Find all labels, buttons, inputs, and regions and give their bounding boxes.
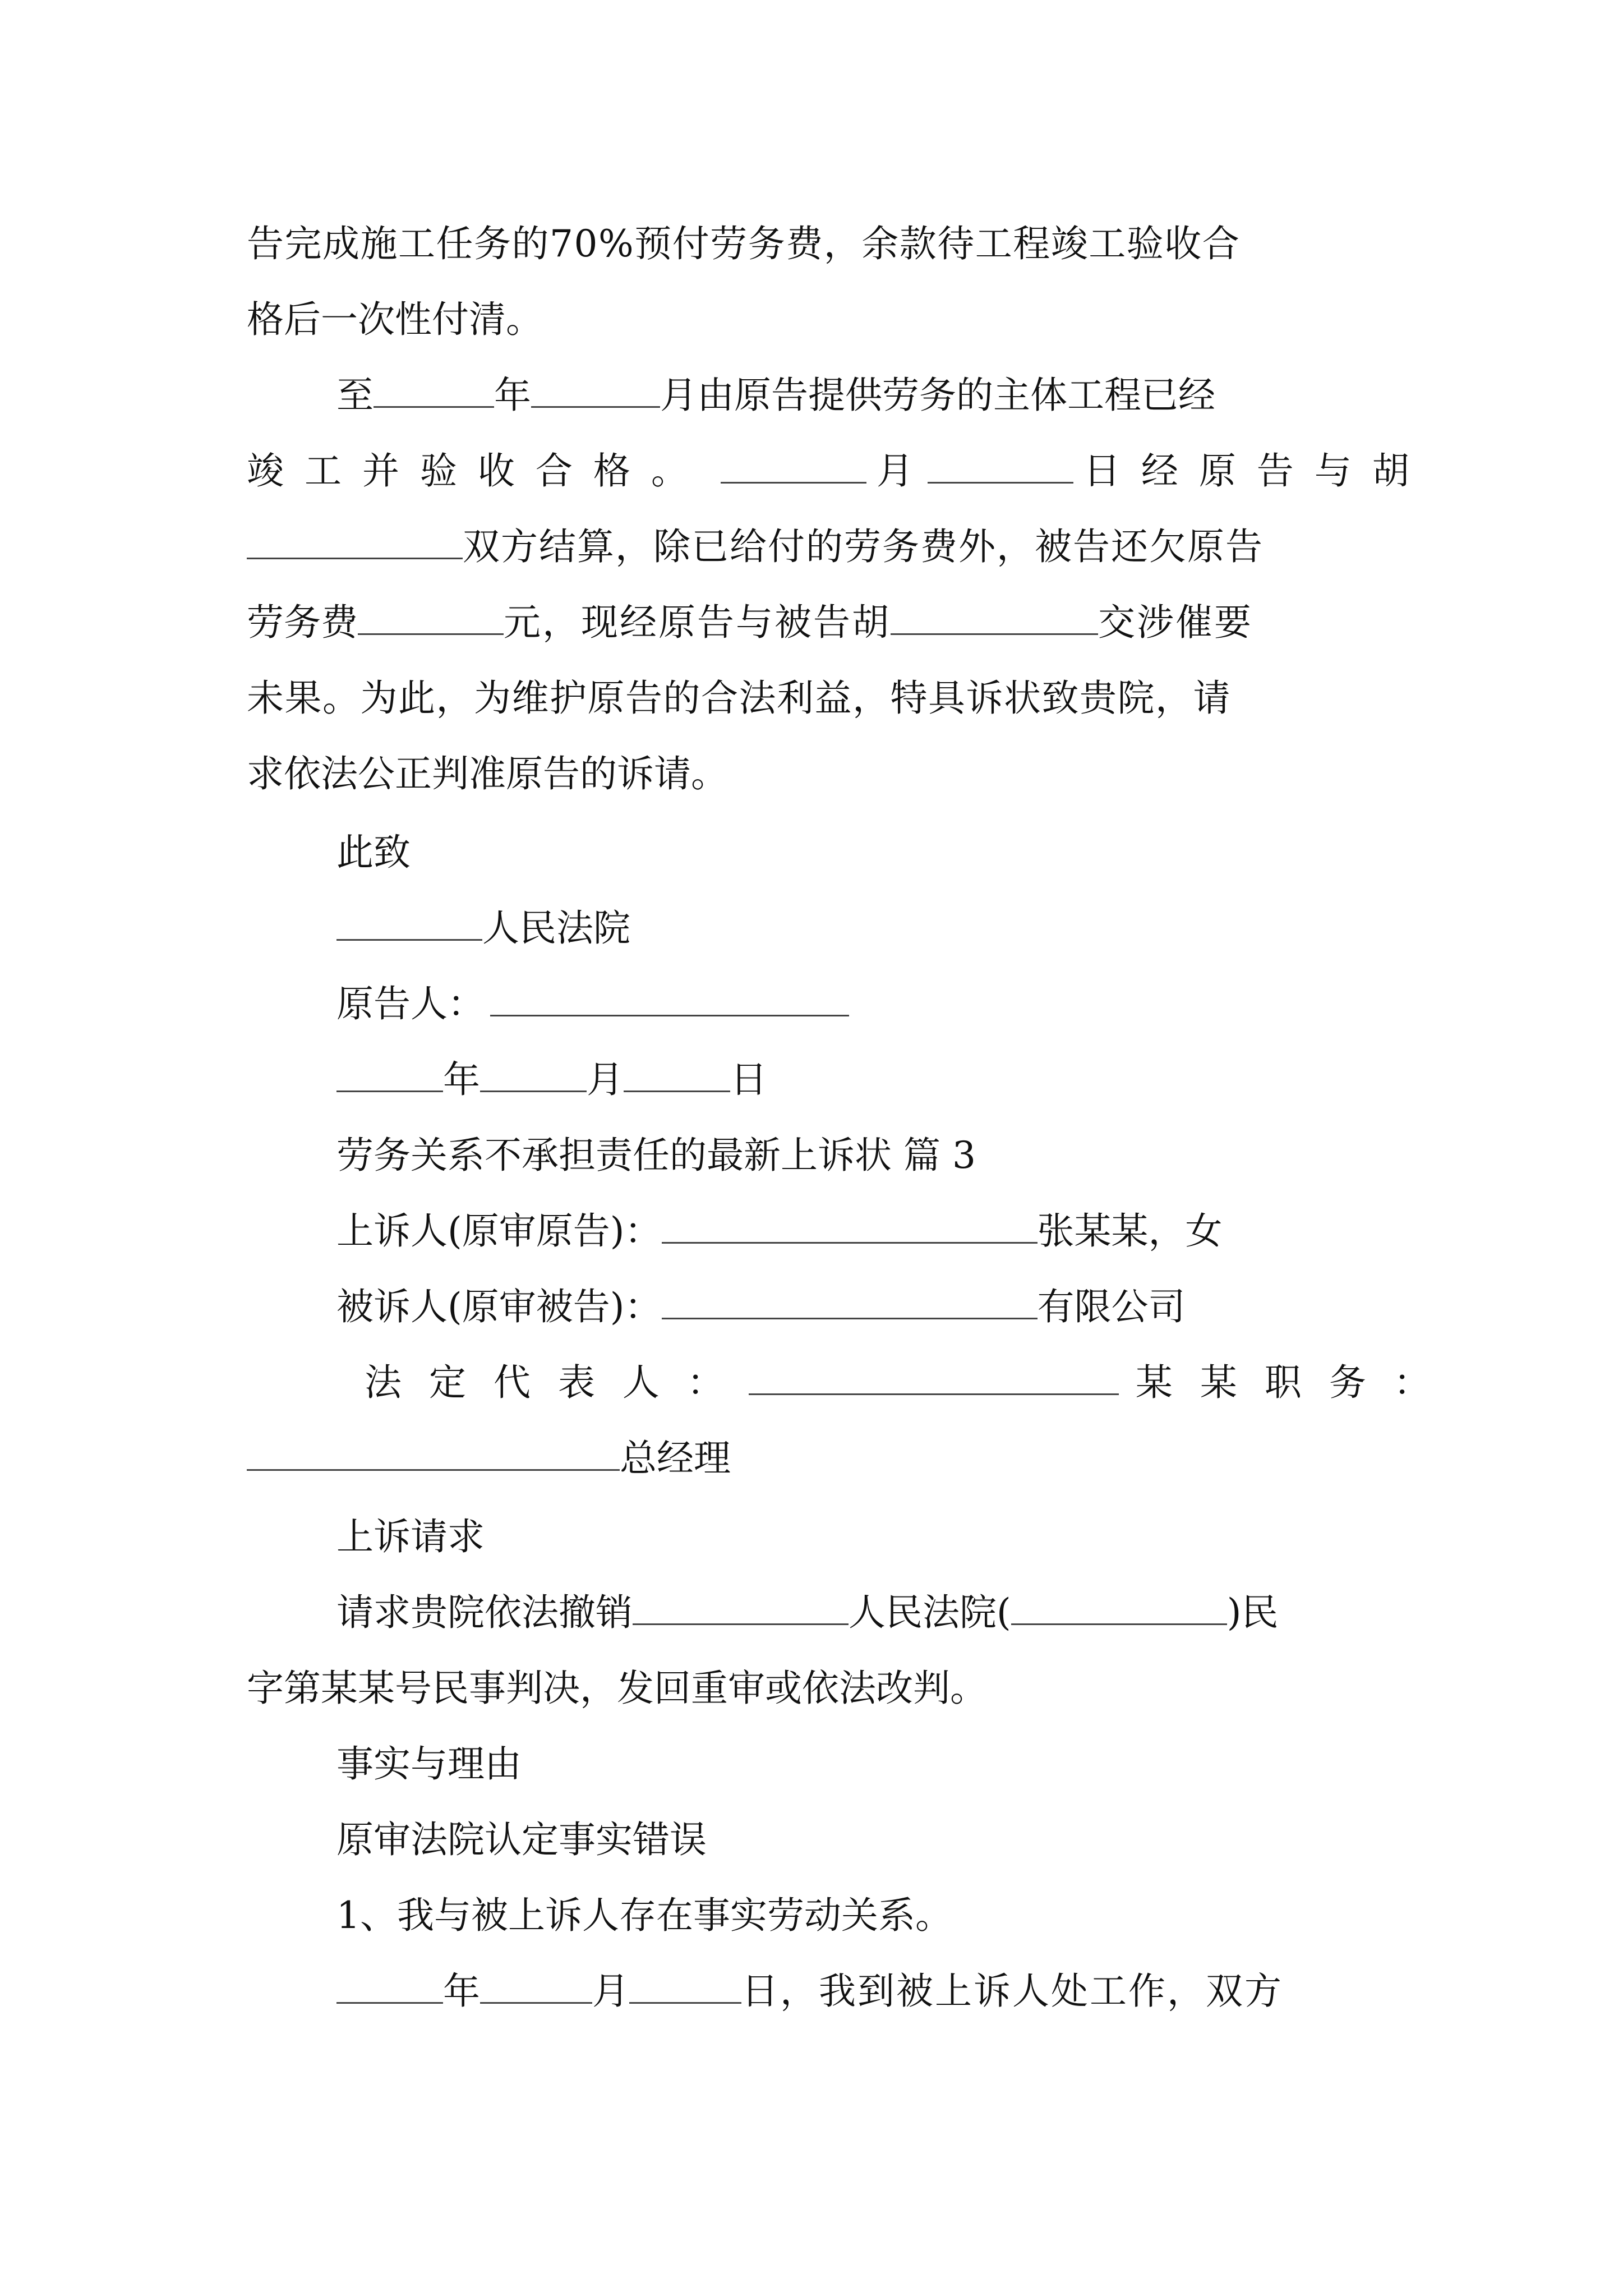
fill-blank (480, 1967, 592, 2004)
paragraph-line (336, 1888, 952, 1944)
text: 年 (443, 1970, 480, 2013)
text: 劳务关系不承担责任的最新上诉状 篇 3 (336, 1134, 976, 1177)
fill-blank (624, 1056, 730, 1092)
appellee-line (336, 1279, 1186, 1335)
fill-blank (629, 1967, 741, 2004)
appellant-line (336, 1203, 1223, 1259)
text: 1、我与被上诉人存在事实劳动关系。 (336, 1894, 952, 1937)
text: 人民法院( (849, 1591, 1011, 1634)
text: 交涉催要 (1098, 601, 1253, 644)
paragraph-line (247, 292, 543, 348)
representative-title-line (247, 1430, 731, 1487)
plaintiff-line (336, 976, 849, 1032)
text: 未果。为此，为维护原告的合法利益，特具诉状致贵院，请 (247, 677, 1231, 720)
paragraph-line (247, 746, 728, 802)
text: 月 (876, 449, 914, 493)
text: 至 (336, 374, 374, 417)
fill-blank (1011, 1589, 1227, 1625)
fill-blank (891, 599, 1098, 635)
fill-blank (928, 447, 1073, 484)
text: 上诉人(原审原告)： (336, 1209, 662, 1253)
text: 月由原告提供劳务的主体工程已经 (660, 374, 1215, 417)
fill-blank (633, 1589, 849, 1625)
fill-blank (662, 1207, 1038, 1244)
text: 格后一次性付清。 (247, 298, 543, 341)
fill-blank (531, 371, 660, 408)
subheading-facts (336, 1812, 707, 1868)
paragraph-line (247, 216, 1240, 272)
fill-blank (749, 1359, 1119, 1395)
text: 日 经 原 告 与 胡 (1083, 449, 1414, 493)
date-line (336, 1052, 767, 1108)
text: 月 (587, 1058, 624, 1101)
text: 法 定 代 表 人 ： (365, 1361, 732, 1404)
text: 张某某，女 (1037, 1209, 1223, 1253)
text: 年 (494, 374, 531, 417)
paragraph-line (247, 1660, 987, 1717)
representative-line (365, 1355, 1438, 1411)
fill-blank (247, 1434, 620, 1471)
paragraph-line (336, 1585, 1279, 1641)
fill-blank (336, 904, 482, 941)
text: 总经理 (620, 1437, 731, 1480)
text: 人民法院 (482, 907, 630, 950)
text: 有限公司 (1037, 1285, 1186, 1328)
text: 事实与理由 (336, 1742, 522, 1786)
text: 被诉人(原审被告)： (336, 1285, 662, 1328)
text: 此致 (336, 831, 411, 874)
text: 上诉请求 (336, 1515, 485, 1558)
salutation (336, 825, 411, 881)
fill-blank (336, 1967, 443, 2004)
text: 某 某 职 务 ： (1135, 1361, 1438, 1404)
date-line (336, 1963, 1283, 2019)
paragraph-line (247, 670, 1231, 726)
paragraph-line (247, 595, 1253, 651)
text: 求依法公正判准原告的诉请。 (247, 752, 728, 795)
text: 月 (592, 1970, 629, 2013)
text: 原告人： (336, 982, 485, 1025)
paragraph-line (247, 443, 1414, 499)
fill-blank (721, 447, 866, 484)
heading-appeal-request (336, 1509, 485, 1565)
text: 告完成施工任务的70%预付劳务费，余款待工程竣工验收合 (247, 222, 1241, 265)
section-title (336, 1128, 976, 1184)
fill-blank (336, 1056, 443, 1092)
fill-blank (480, 1056, 587, 1092)
paragraph-line (336, 367, 1215, 424)
fill-blank (662, 1283, 1038, 1319)
text: 原审法院认定事实错误 (336, 1818, 707, 1861)
text: )民 (1227, 1591, 1279, 1634)
fill-blank (247, 523, 463, 559)
paragraph-line (247, 519, 1264, 575)
text: 日，我到被上诉人处工作，双方 (741, 1970, 1283, 2013)
heading-facts (336, 1736, 522, 1792)
text: 竣 工 并 验 收 合 格 。 (247, 449, 693, 493)
text: 字第某某号民事判决，发回重审或依法改判。 (247, 1667, 987, 1710)
court-line (336, 900, 630, 956)
fill-blank (374, 371, 494, 408)
text: 年 (443, 1058, 480, 1101)
fill-blank (490, 980, 849, 1016)
text: 请求贵院依法撤销 (336, 1591, 633, 1634)
text: 元，现经原告与被告胡 (504, 601, 891, 644)
fill-blank (358, 599, 504, 635)
text: 日 (730, 1058, 767, 1101)
text: 劳务费 (247, 601, 358, 644)
text: 双方结算，除已给付的劳务费外，被告还欠原告 (463, 525, 1264, 568)
